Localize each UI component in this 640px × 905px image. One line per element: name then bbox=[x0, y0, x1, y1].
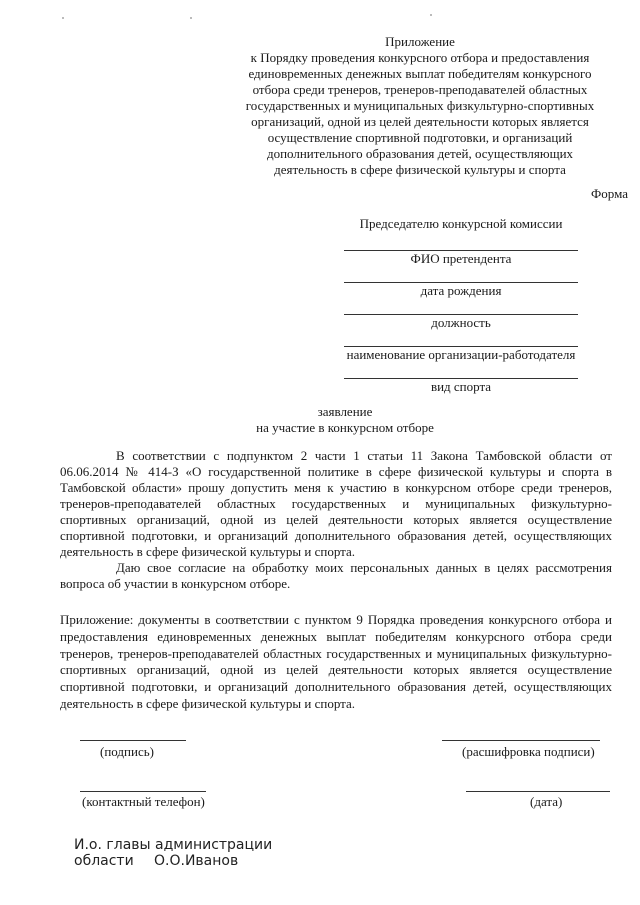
phone-label: (контактный телефон) bbox=[82, 794, 205, 809]
appendix-line: государственных и муниципальных физкультурно-спортивных bbox=[245, 98, 595, 113]
signature-line bbox=[80, 740, 186, 741]
field-label-sport: вид спорта bbox=[430, 379, 492, 394]
decoding-label: (расшифровка подписи) bbox=[462, 744, 595, 759]
body-paragraph: В соответствии с подпунктом 2 части 1 статьи 11 Закона Тамбовской области от 06.06.2014 № 414-З «О государственной политике в сфере физической культуры и спорта в Тамбовской области» прошу допустить меня к участию в конкурсном отборе среди тренеров, тренеров-преподавателей областных государственных и муниципальных физкультурно-спортивных организаций, одной из целей деятельности которых является осуществление спортивной подготовки, и организаций дополнительного образования детей, осуществляющих деятельность в сфере физической культуры и спорта. bbox=[60, 448, 612, 559]
date-label: (дата) bbox=[530, 794, 563, 809]
scan-speck bbox=[62, 17, 64, 19]
signatory-region: области bbox=[74, 853, 134, 869]
appendix-line: деятельность в сфере физической культуры и спорта bbox=[274, 162, 566, 177]
appendix-line: организаций, одной из целей деятельности которых является bbox=[251, 114, 589, 129]
applicant-fields bbox=[344, 216, 578, 396]
signatory-row bbox=[74, 853, 272, 869]
appendix-title: Приложение bbox=[385, 34, 455, 49]
appendix-line: осуществление спортивной подготовки, и организаций bbox=[267, 130, 573, 145]
signatory-name: О.О.Иванов bbox=[154, 853, 239, 869]
appendix-line: к Порядку проведения конкурсного отбора и предоставления bbox=[250, 50, 590, 65]
field-label-position: должность bbox=[431, 315, 491, 330]
application-body bbox=[60, 448, 612, 592]
addressee: Председателю конкурсной комиссии bbox=[359, 216, 563, 231]
appendix-block bbox=[240, 34, 600, 178]
body-paragraph: Даю свое согласие на обработку моих персональных данных в целях рассмотрения вопроса об участии в конкурсном отборе. bbox=[60, 560, 612, 591]
appendix-line: отбора среди тренеров, тренеров-преподавателей областных bbox=[252, 82, 588, 97]
appendix-line: единовременных денежных выплат победителям конкурсного bbox=[248, 66, 592, 81]
field-label-fio: ФИО претендента bbox=[410, 251, 512, 266]
attachment-note: Приложение: документы в соответствии с пунктом 9 Порядка проведения конкурсного отбора и предоставления единовременных денежных выплат победителям конкурсного отбора среди тренеров, тренеров-преподавателей областных государственных и муниципальных физкультурно-спортивных организаций, одной из целей деятельности которых является осуществление спортивной подготовки, и организаций дополнительного образования детей, осуществляющих деятельность в сфере физической культуры и спорта. bbox=[60, 612, 612, 711]
scan-speck bbox=[430, 14, 432, 16]
signatory-title: И.о. главы администрации bbox=[74, 837, 273, 853]
heading-line1: заявление bbox=[317, 404, 373, 419]
footer-signatory bbox=[74, 837, 272, 869]
scan-speck bbox=[190, 17, 192, 19]
decoding-line bbox=[442, 740, 600, 741]
document-heading bbox=[240, 404, 450, 436]
date-line bbox=[466, 791, 610, 792]
form-label: Форма bbox=[591, 186, 628, 201]
field-label-employer: наименование организации-работодателя bbox=[346, 347, 576, 362]
phone-line bbox=[80, 791, 206, 792]
appendix-line: дополнительного образования детей, осуществляющих bbox=[266, 146, 574, 161]
signature-label: (подпись) bbox=[100, 744, 154, 759]
heading-line2: на участие в конкурсном отборе bbox=[256, 420, 434, 435]
field-label-birthdate: дата рождения bbox=[420, 283, 502, 298]
